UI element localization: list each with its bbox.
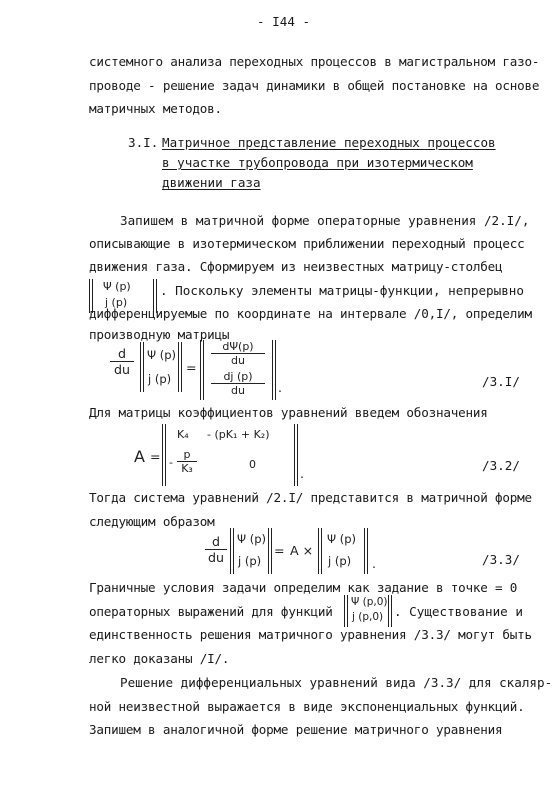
p-num: p — [177, 448, 197, 462]
intro-line-2: проводе - решение задач динамики в общей постановке на основе — [89, 78, 540, 93]
para3-line-3: единственность решения матричного уравнения /3.3/ могут быть — [89, 627, 532, 642]
section-title-line-2: в участке трубопровода при изотермическом — [162, 155, 473, 170]
eq33-du: du — [208, 550, 224, 565]
dpsi-num: dΨ(p) — [211, 340, 265, 354]
text-before-A: Для матрицы коэффициентов уравнений введем обозначения — [89, 405, 488, 420]
section-title-line-3: движении газа — [162, 175, 261, 190]
coef-k4: K₄ — [177, 428, 189, 441]
page-number: - I44 - — [257, 14, 311, 29]
eq33-left-matrix — [230, 528, 272, 574]
para1-line-2: описывающие в изотермическом приближении переходный процесс — [89, 236, 525, 251]
boundary-psi: Ψ (p,0) — [351, 596, 388, 608]
eq31-right-matrix — [200, 340, 276, 400]
eq33-period: . — [372, 556, 377, 571]
boundary-j: j (p,0) — [352, 611, 384, 623]
para1-line-6: производную матрицы — [89, 327, 230, 342]
matrix-A-symbol: A — [134, 447, 145, 466]
section-number: 3.I. — [128, 135, 159, 150]
d-symbol: d — [110, 346, 134, 362]
para2-line-2: следующим образом — [89, 514, 215, 529]
eq33-derivative — [205, 534, 227, 565]
eq33-right-matrix — [318, 528, 368, 574]
eq31-period: . — [278, 380, 283, 395]
section-title-line-1: Матричное представление переходных процессов — [162, 135, 496, 150]
coef-top-right: - (pK₁ + K₂) — [207, 428, 270, 441]
eq-number-3-2: /3.2/ — [482, 458, 520, 473]
coef-minus: - — [169, 456, 173, 469]
para1-line-4: . Поскольку элементы матрицы-функции, непрерывно — [160, 283, 524, 298]
eq33-d: d — [205, 534, 227, 550]
matrix-psi: Ψ (p) — [103, 280, 131, 293]
eq31-equals: = — [186, 360, 197, 375]
eq33-equals: = — [274, 543, 285, 558]
dj-num: dj (p) — [211, 370, 265, 384]
intro-line-3: матричных методов. — [89, 101, 222, 116]
eq-number-3-1: /3.I/ — [482, 374, 520, 389]
eq31-j: j (p) — [148, 372, 172, 386]
dpsi-fraction — [211, 340, 265, 367]
p-over-k3 — [177, 448, 197, 475]
dj-den: du — [231, 384, 245, 397]
eq33-j: j (p) — [238, 554, 262, 568]
eq31-left-matrix — [140, 342, 182, 392]
para4-line-1: Решение дифференциальных уравнений вида /3.3/ для скаляр- — [120, 675, 553, 690]
boundary-matrix — [344, 595, 392, 627]
para3-line-4: легко доказаны /I/. — [89, 651, 230, 666]
coefficient-matrix — [162, 424, 298, 486]
du-symbol: du — [114, 362, 130, 377]
k3-den: K₃ — [181, 462, 193, 475]
para1-line-5: дифференцируемые по координате на интервале /0,I/, определим — [89, 306, 532, 321]
dpsi-den: du — [231, 354, 245, 367]
derivative-operator — [110, 346, 134, 377]
matrix-j: j (p) — [105, 296, 128, 309]
para4-line-3: Запишем в аналогичной форме решение матричного уравнения — [89, 722, 503, 737]
eq31-psi: Ψ (p) — [147, 348, 176, 362]
eq-number-3-3: /3.3/ — [482, 552, 520, 567]
eq32-equals: = — [150, 449, 161, 464]
coef-zero: 0 — [249, 458, 256, 471]
eq33-psi: Ψ (p) — [237, 532, 266, 546]
eq32-period: . — [300, 466, 305, 481]
para3-line-2-after: . Существование и — [394, 604, 523, 619]
eq33-right-j: j (p) — [328, 554, 352, 568]
para1-line-3: движения газа. Сформируем из неизвестных матрицу-столбец — [89, 259, 503, 274]
eq33-right-psi: Ψ (p) — [327, 532, 356, 546]
para3-line-1: Граничные условия задачи определим как задание в точке = 0 — [89, 580, 518, 595]
eq33-A-times: A × — [290, 543, 314, 558]
para1-line-1: Запишем в матричной форме операторные уравнения /2.I/, — [120, 213, 530, 228]
para2-line-1: Тогда система уравнений /2.I/ представится в матричной форме — [89, 490, 532, 505]
para3-line-2-before: операторных выражений для функций — [89, 604, 333, 619]
para4-line-2: ной неизвестной выражается в виде экспоненциальных функций. — [89, 699, 525, 714]
intro-line-1: системного анализа переходных процессов в магистральном газо- — [89, 54, 540, 69]
dj-fraction — [211, 370, 265, 397]
